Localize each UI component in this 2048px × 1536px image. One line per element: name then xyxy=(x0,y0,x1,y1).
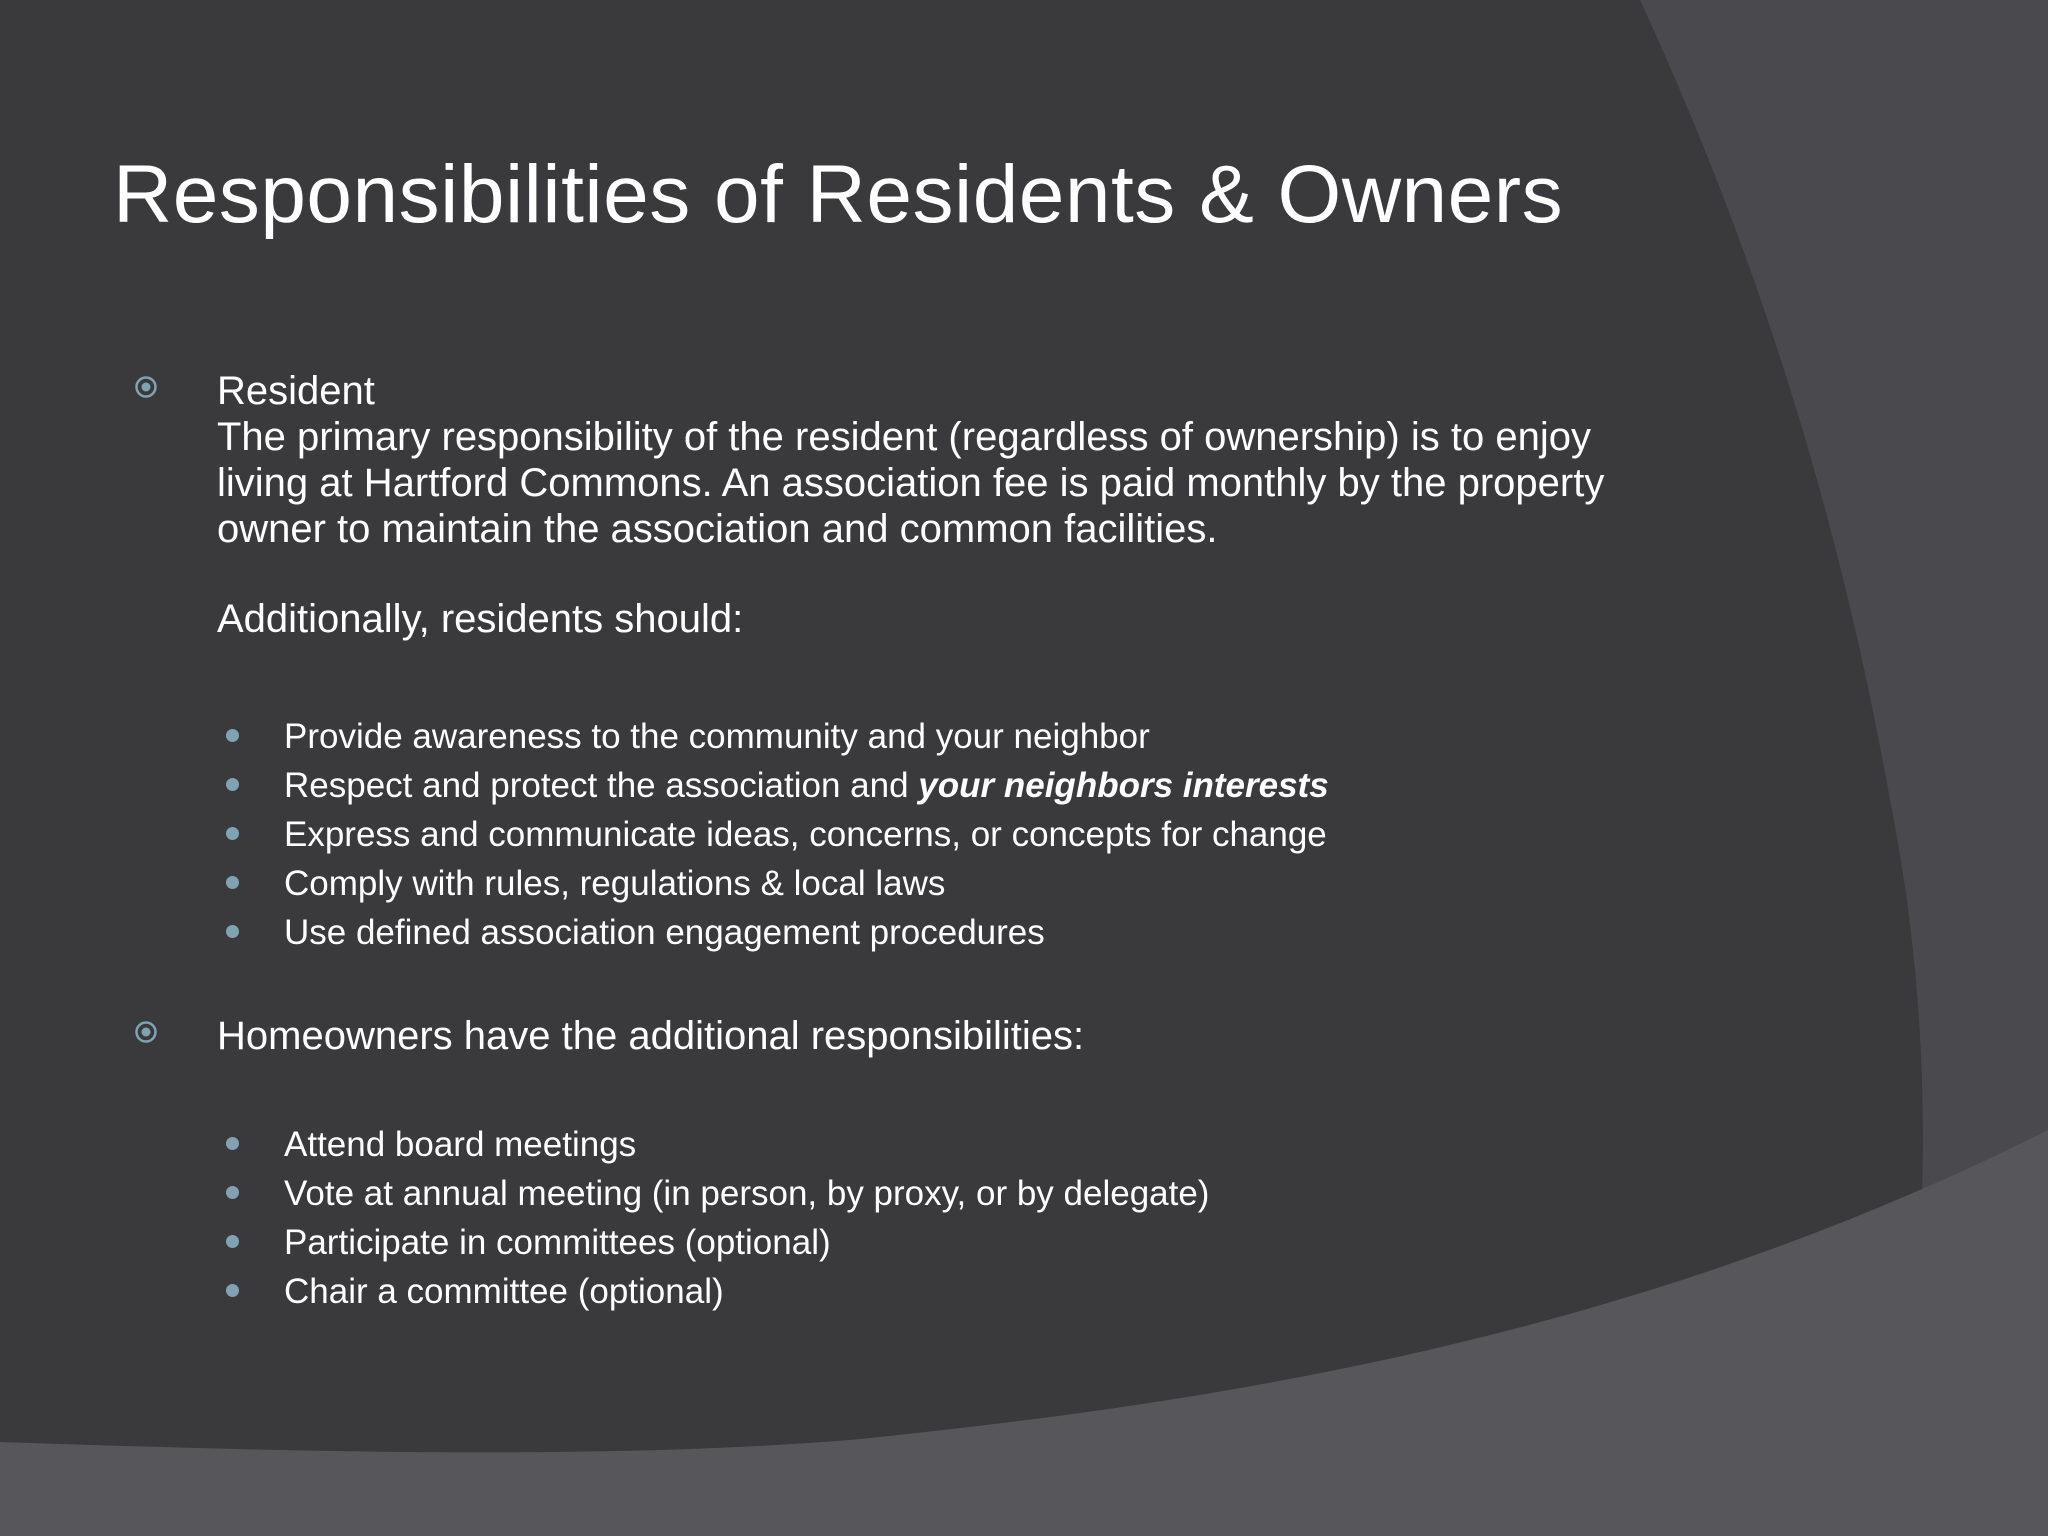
dot-bullet-icon xyxy=(226,1186,239,1199)
dot-bullet-icon xyxy=(226,876,239,889)
resident-heading: Resident xyxy=(217,369,375,413)
list-item: Respect and protect the association and your neighbors interests xyxy=(284,766,1329,805)
dot-bullet-icon xyxy=(226,1284,239,1297)
dot-bullet-icon xyxy=(226,827,239,840)
slide-title: Responsibilities of Residents & Owners xyxy=(113,149,1564,240)
homeowners-section xyxy=(217,1013,1777,1059)
resident-section xyxy=(217,368,1777,642)
resident-lead-in: Additionally, residents should: xyxy=(217,597,744,641)
resident-paragraph: The primary responsibility of the resident (regardless of ownership) is to enjoy living at Hartford Commons. An association fee is paid monthly by the property owner to maintain the association and common facilities. xyxy=(217,415,1605,551)
list-item: Comply with rules, regulations & local laws xyxy=(284,864,946,903)
list-item: Chair a committee (optional) xyxy=(284,1272,724,1311)
homeowners-heading: Homeowners have the additional responsibilities: xyxy=(217,1014,1085,1058)
list-item: Attend board meetings xyxy=(284,1125,637,1164)
list-item: Vote at annual meeting (in person, by proxy, or by delegate) xyxy=(284,1174,1210,1213)
target-bullet-icon xyxy=(135,1021,157,1043)
dot-bullet-icon xyxy=(226,925,239,938)
list-item: Express and communicate ideas, concerns, or concepts for change xyxy=(284,815,1327,854)
dot-bullet-icon xyxy=(226,729,239,742)
target-bullet-icon xyxy=(135,376,157,398)
list-item: Provide awareness to the community and your neighbor xyxy=(284,717,1150,756)
dot-bullet-icon xyxy=(226,1137,239,1150)
list-item: Use defined association engagement procedures xyxy=(284,913,1045,952)
list-item: Participate in committees (optional) xyxy=(284,1223,831,1262)
emphasized-text: your neighbors interests xyxy=(918,766,1329,805)
dot-bullet-icon xyxy=(226,778,239,791)
dot-bullet-icon xyxy=(226,1235,239,1248)
